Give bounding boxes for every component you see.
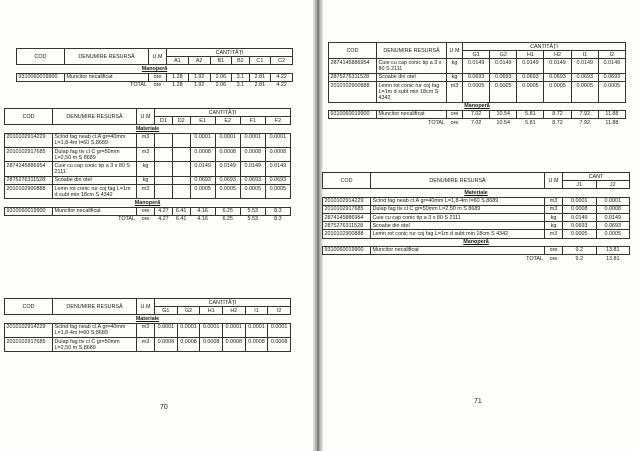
col-um: U.M — [545, 173, 563, 189]
left-table-2 — [4, 108, 291, 223]
cell-value: 0.0008 — [177, 338, 200, 352]
cell-value: 13.81 — [606, 255, 620, 262]
cell-name: Muncitor necalificat — [371, 246, 545, 254]
cell-name: Lemn rot conic rur coj fag L=1m d subt min 18cm S 4342 — [53, 185, 137, 199]
cell-cod: 2010102900888 — [5, 185, 53, 199]
col-head: A2 — [188, 57, 210, 65]
cell-value: 0.0008 — [265, 148, 290, 162]
cell-um: kg — [137, 176, 155, 184]
table-row — [329, 82, 626, 103]
cell-um: ore — [450, 119, 459, 126]
cell-um: m3 — [137, 338, 155, 352]
cell-value: 0.0693 — [517, 73, 544, 81]
cell-value — [172, 148, 190, 162]
cell-value: 0.0005 — [517, 82, 544, 103]
col-head: I2 — [598, 51, 625, 59]
cell-value: 6.41 — [175, 216, 187, 223]
cell-value: 0.0149 — [544, 59, 571, 73]
col-cod: COD — [5, 109, 53, 125]
cell-um: m3 — [137, 323, 155, 337]
cell-value: 8.72 — [544, 110, 571, 118]
section-materiale: Materiale — [323, 189, 630, 197]
total-label: TOTAL — [130, 82, 147, 89]
col-denumire: DENUMIRE RESURSĂ — [65, 49, 149, 65]
cell-value: 6.25 — [222, 216, 233, 223]
table-row — [323, 222, 630, 230]
cell-um: ore — [447, 110, 463, 118]
cell-value: 0.0008 — [200, 338, 223, 352]
cell-value: 4.16 — [190, 207, 215, 215]
cell-name: Lemn rot conic rur coj fag L=1m d subt min 18cm S 4342 — [371, 230, 545, 238]
cell-value: 7.92 — [579, 119, 590, 126]
table-row — [5, 338, 291, 352]
cell-name: Muncitor necalificat — [53, 207, 137, 215]
cell-value: 4.27 — [155, 207, 173, 215]
col-head: H2 — [544, 51, 571, 59]
cell-value: 1.92 — [188, 73, 210, 81]
cell-value: 0.0008 — [245, 338, 268, 352]
col-head: H1 — [200, 307, 223, 315]
col-head: J1 — [563, 181, 597, 189]
col-head: E1 — [190, 117, 215, 125]
section-materiale: Materiale — [5, 125, 291, 133]
col-head: C1 — [249, 57, 271, 65]
cell-cod: 2010102900888 — [323, 230, 371, 238]
cell-name: Muncitor necalificat — [65, 73, 149, 81]
cell-value: 0.0693 — [596, 222, 630, 230]
cell-value: 0.0693 — [215, 176, 240, 184]
col-head: A1 — [167, 57, 189, 65]
table-row — [323, 205, 630, 213]
table-row — [5, 207, 291, 215]
cell-value: 0.0005 — [215, 185, 240, 199]
cell-cod: 9310060019900 — [5, 207, 53, 215]
cell-um: kg — [447, 59, 463, 73]
cell-value: 8.72 — [552, 119, 563, 126]
cell-value: 4.16 — [197, 216, 208, 223]
cell-value: 0.0001 — [155, 323, 178, 337]
table-row — [5, 162, 291, 176]
cell-value: 7.92 — [571, 110, 598, 118]
cell-name: Cuie cu cap conic tip a 3 x 80 S 2111 — [53, 162, 137, 176]
col-denumire: DENUMIRE RESURSĂ — [53, 109, 137, 125]
col-um: U.M — [447, 43, 463, 59]
cell-value: 0.0149 — [265, 162, 290, 176]
col-head: F2 — [265, 117, 290, 125]
cell-name: Scoabe din otel — [371, 222, 545, 230]
cell-value: 0.0149 — [563, 214, 597, 222]
cell-value: 13.81 — [596, 246, 630, 254]
cell-value: 0.0005 — [190, 185, 215, 199]
cell-value: 0.0149 — [596, 214, 630, 222]
cell-value: 5.81 — [517, 110, 544, 118]
table-row — [5, 185, 291, 199]
cell-value: 0.0008 — [563, 205, 597, 213]
cell-um: m3 — [545, 197, 563, 205]
cell-cod: 2010102914229 — [5, 323, 53, 337]
cell-value: 0.0005 — [240, 185, 265, 199]
cell-cod: 9310060019900 — [323, 246, 371, 254]
cell-value: 0.0693 — [598, 73, 625, 81]
cell-value: 5.53 — [247, 216, 259, 223]
col-um: U.M — [149, 49, 167, 65]
total-row — [329, 119, 626, 127]
cell-cod: 2874145886954 — [323, 214, 371, 222]
cell-um: ore — [153, 82, 162, 89]
cell-value: 0.0149 — [463, 59, 490, 73]
cell-um: kg — [137, 162, 155, 176]
cell-value: 0.0693 — [265, 176, 290, 184]
cell-value: 1.92 — [193, 82, 205, 89]
section-materiale: Materiale — [5, 315, 291, 323]
table-row — [5, 176, 291, 184]
cell-value: 9.2 — [575, 255, 583, 262]
cell-value: 0.0001 — [265, 133, 290, 147]
col-cod: COD — [323, 173, 371, 189]
cell-um: m3 — [545, 205, 563, 213]
cell-value: 2.81 — [254, 82, 266, 89]
cell-value: 0.0008 — [155, 338, 178, 352]
cell-name: Scoabe din otel — [377, 73, 447, 81]
col-cant: CANT — [563, 173, 630, 181]
cell-value: 5.81 — [525, 119, 536, 126]
cell-cod: 9310060019900 — [17, 73, 65, 81]
col-head: D1 — [155, 117, 173, 125]
total-label: TOTAL — [428, 119, 445, 126]
cell-um: m3 — [545, 230, 563, 238]
cell-value: 0.0008 — [215, 148, 240, 162]
cell-value: 6.25 — [215, 207, 240, 215]
section-manopera: Manoperă — [329, 102, 626, 110]
col-head: B1 — [210, 57, 232, 65]
cell-value: 3.1 — [232, 73, 249, 81]
cell-cod: 2010102914229 — [323, 197, 371, 205]
col-cod: COD — [17, 49, 65, 65]
table-row — [5, 133, 291, 147]
cell-value: 0.0149 — [240, 162, 265, 176]
cell-value: 0.0005 — [571, 82, 598, 103]
cell-value — [172, 176, 190, 184]
section-manopera: Manoperă — [323, 238, 630, 246]
col-head: I1 — [245, 307, 268, 315]
cell-name: Scînd fag neab cl.A gr=40mm L=1,8-4m l=60 S.8689 — [53, 323, 137, 337]
cell-value: 0.0693 — [571, 73, 598, 81]
cell-value: 0.0005 — [544, 82, 571, 103]
cell-um: kg — [447, 73, 463, 81]
table-row — [5, 323, 291, 337]
cell-value: 11.88 — [605, 119, 619, 126]
cell-cod: 2010102914229 — [5, 133, 53, 147]
cell-name: Scînd fag neab cl.A gr=40mm L=1,8-4m l=60 S.8689 — [53, 133, 137, 147]
table-row — [329, 59, 626, 73]
col-head: J2 — [596, 181, 630, 189]
cell-value — [155, 133, 173, 147]
col-cod: COD — [5, 299, 53, 315]
col-head: G1 — [463, 51, 490, 59]
total-row — [17, 81, 293, 89]
cell-value — [172, 185, 190, 199]
cell-value: 0.0001 — [190, 133, 215, 147]
cell-um: ore — [137, 207, 155, 215]
cell-value: 7.02 — [463, 110, 490, 118]
cell-value: 6.41 — [172, 207, 190, 215]
cell-name: Lemn rot conic rur coj fag L=1m d subt min 18cm S 4342 — [377, 82, 447, 103]
cell-value: 0.0001 — [222, 323, 245, 337]
table-row — [323, 197, 630, 205]
cell-value: 7.02 — [470, 119, 482, 126]
col-head: E2 — [215, 117, 240, 125]
cell-value: 0.0001 — [240, 133, 265, 147]
cell-cod: 2874145886954 — [329, 59, 377, 73]
total-label: TOTAL — [118, 216, 135, 223]
cell-value: 0.0693 — [490, 73, 517, 81]
cell-um: ore — [149, 73, 167, 81]
col-head: H2 — [222, 307, 245, 315]
cell-cod: 2874145886954 — [5, 162, 53, 176]
cell-name: Dulap fag tiv cl C gr=50mm L=2,50 m S 8689 — [53, 148, 137, 162]
cell-value: 2.81 — [249, 73, 271, 81]
cell-value: 0.0001 — [245, 323, 268, 337]
cell-value: 0.0008 — [240, 148, 265, 162]
col-head: D2 — [172, 117, 190, 125]
cell-name: Scoabe din otel — [53, 176, 137, 184]
col-cod: COD — [329, 43, 377, 59]
cell-value: 2.06 — [215, 82, 227, 89]
cell-value: 4.22 — [271, 73, 293, 81]
cell-value: 0.0008 — [222, 338, 245, 352]
col-um: U.M — [137, 299, 155, 315]
cell-value: 0.0008 — [190, 148, 215, 162]
cell-value: 0.0008 — [596, 205, 630, 213]
cell-value: 0.0001 — [268, 323, 291, 337]
cell-name: Dulap fag tiv cl C gr=50mm L=2,50 m S.8689 — [53, 338, 137, 352]
cell-value: 0.0005 — [563, 230, 597, 238]
col-head: C2 — [271, 57, 293, 65]
cell-value: 0.0005 — [598, 82, 625, 103]
cell-value: 0.0693 — [190, 176, 215, 184]
col-head: G2 — [177, 307, 200, 315]
cell-value: 2.06 — [210, 73, 232, 81]
cell-value — [155, 176, 173, 184]
left-table-3 — [4, 298, 291, 352]
cell-value: 0.0693 — [563, 222, 597, 230]
cell-um: ore — [141, 216, 150, 223]
page-number-left: 70 — [160, 404, 168, 411]
cell-um: ore — [545, 246, 563, 254]
col-cantitati: CANTITĂŢI — [155, 109, 291, 117]
cell-value — [155, 148, 173, 162]
cell-value: 3.1 — [236, 82, 245, 89]
cell-um: m3 — [447, 82, 463, 103]
cell-value: 1.28 — [167, 73, 189, 81]
col-head: I2 — [268, 307, 291, 315]
col-denumire: DENUMIRE RESURSĂ — [53, 299, 137, 315]
cell-value: 10.54 — [496, 119, 510, 126]
cell-value: 0.0693 — [240, 176, 265, 184]
section-manopera: Manoperă — [17, 65, 293, 73]
cell-name: Scînd fag neab cl.A gr=40mm L=1,8-4m l=60 S.8689 — [371, 197, 545, 205]
cell-um: m3 — [137, 133, 155, 147]
cell-cod: 2875276311528 — [329, 73, 377, 81]
cell-value: 0.0693 — [463, 73, 490, 81]
cell-value: 4.27 — [158, 216, 169, 223]
cell-value: 0.0001 — [596, 197, 630, 205]
col-um: U.M — [137, 109, 155, 125]
cell-value: 0.0001 — [200, 323, 223, 337]
cell-value: 0.0149 — [490, 59, 517, 73]
cell-value: 10.54 — [490, 110, 517, 118]
page-number-right: 71 — [474, 398, 482, 405]
cell-value: 0.0005 — [463, 82, 490, 103]
cell-cod: 2010102917685 — [5, 338, 53, 352]
total-row — [323, 255, 630, 263]
cell-value: 0.0149 — [571, 59, 598, 73]
table-row — [323, 230, 630, 238]
cell-cod: 2875276311528 — [5, 176, 53, 184]
cell-value: 0.0149 — [190, 162, 215, 176]
table-row — [329, 73, 626, 81]
col-head: I1 — [571, 51, 598, 59]
cell-cod: 2010102917685 — [323, 205, 371, 213]
col-denumire: DENUMIRE RESURSĂ — [371, 173, 545, 189]
col-head: H1 — [517, 51, 544, 59]
col-cantitati: CANTITĂŢI — [167, 49, 293, 57]
cell-um: kg — [545, 214, 563, 222]
right-table-1 — [328, 42, 626, 126]
cell-name: Cuie cu cap conic tip a 3 x 80 S 2111 — [371, 214, 545, 222]
cell-value — [172, 162, 190, 176]
cell-value: 4.22 — [276, 82, 287, 89]
cell-um: m3 — [137, 185, 155, 199]
col-head: G1 — [155, 307, 178, 315]
cell-value: 0.0005 — [490, 82, 517, 103]
cell-value: 8.3 — [265, 207, 290, 215]
cell-value: 0.0008 — [268, 338, 291, 352]
cell-value: 0.0001 — [215, 133, 240, 147]
cell-value: 0.0693 — [544, 73, 571, 81]
table-row — [323, 214, 630, 222]
cell-value: 0.0149 — [517, 59, 544, 73]
table-row — [17, 73, 293, 81]
cell-um: kg — [545, 222, 563, 230]
cell-cod: 2875276311528 — [323, 222, 371, 230]
cell-um: m3 — [137, 148, 155, 162]
cell-value: 8.3 — [274, 216, 282, 223]
section-manopera: Manoperă — [5, 199, 291, 207]
cell-um: ore — [549, 255, 558, 262]
col-head: G2 — [490, 51, 517, 59]
cell-value — [155, 162, 173, 176]
cell-name: Muncitor necalificat — [377, 110, 447, 118]
table-row — [5, 148, 291, 162]
cell-value — [172, 133, 190, 147]
cell-cod: 2010102900888 — [329, 82, 377, 103]
cell-value: 0.0005 — [265, 185, 290, 199]
cell-value: 5.53 — [240, 207, 265, 215]
cell-value: 0.0005 — [596, 230, 630, 238]
cell-value: 0.0001 — [177, 323, 200, 337]
right-table-2 — [322, 172, 630, 262]
cell-value: 1.28 — [172, 82, 183, 89]
col-head: F1 — [240, 117, 265, 125]
cell-value: 0.0001 — [563, 197, 597, 205]
cell-cod: 9310060019900 — [329, 110, 377, 118]
table-row — [329, 110, 626, 118]
cell-name: Cuie cu cap conic tip a 3 x 80 S 2111 — [377, 59, 447, 73]
col-cantitati: CANTITĂŢI — [463, 43, 626, 51]
cell-value: 0.0149 — [598, 59, 625, 73]
total-row — [5, 215, 291, 223]
col-denumire: DENUMIRE RESURSĂ — [377, 43, 447, 59]
cell-value — [155, 185, 173, 199]
cell-value: 0.0149 — [215, 162, 240, 176]
total-label: TOTAL — [526, 255, 543, 262]
col-cantitati: CANTITĂŢI — [155, 299, 291, 307]
col-head: B2 — [232, 57, 249, 65]
cell-name: Dulap fag tiv cl C gr=50mm L=2,50 m S 8689 — [371, 205, 545, 213]
left-table-1 — [16, 48, 293, 89]
cell-value: 11.88 — [598, 110, 625, 118]
cell-cod: 2010102917685 — [5, 148, 53, 162]
cell-value: 9.2 — [563, 246, 597, 254]
table-row — [323, 246, 630, 254]
